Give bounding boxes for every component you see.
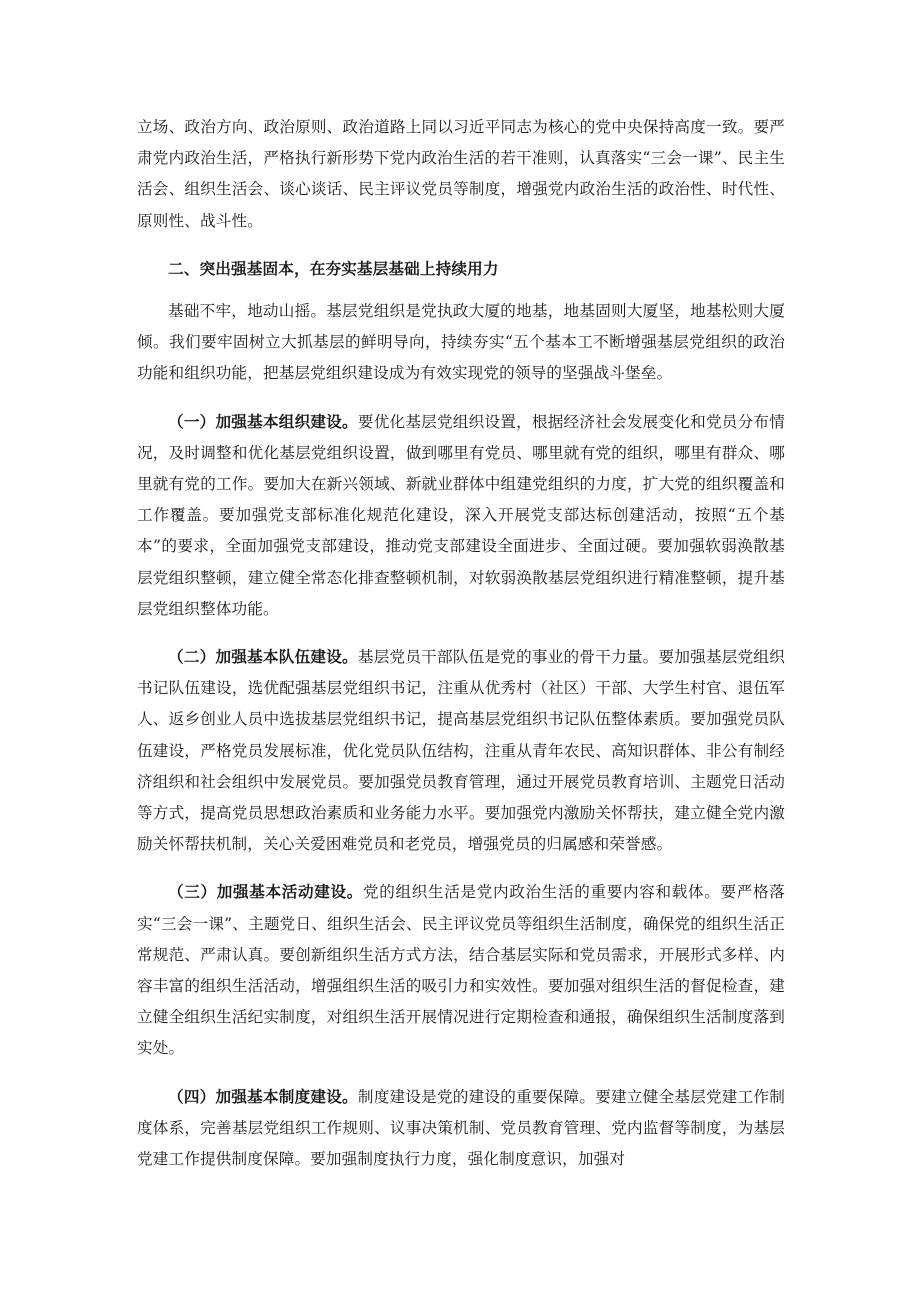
paragraph-continued: 立场、政治方向、政治原则、政治道路上同以习近平同志为核心的党中央保持高度一致。要严肃党内政治生活，严格执行新形势下党内政治生活的若干准则，认真落实“三会一课”、民主生活会、组织生活会、谈心谈话、民主评议党员等制度，增强党内政治生活的政治性、时代性、原则性、战斗性。 <box>137 118 785 230</box>
body-activity-building: 党的组织生活是党内政治生活的重要内容和载体。要严格落实“三会一课”、主题党日、组织生活会、民主评议党员等组织生活制度，确保党的组织生活正常规范、严肃认真。要创新组织生活方式方法，结合基层实际和党员需求，开展形式多样、内容丰富的组织生活活动，增强组织生活的吸引力和实效性。要加强对组织生活的督促检查，建立健全组织生活纪实制度，对组织生活开展情况进行定期检查和通报，确保组织生活制度落到实处。 <box>137 883 785 1058</box>
body-team-building: 基层党员干部队伍是党的事业的骨干力量。要加强基层党组织书记队伍建设，选优配强基层党组织书记，注重从优秀村（社区）干部、大学生村官、退伍军人、返乡创业人员中选拔基层党组织书记，提高基层党组织书记队伍整体素质。要加强党员队伍建设，严格党员发展标准，优化党员队伍结构，注重从青年农民、高知识群体、非公有制经济组织和社会组织中发展党员。要加强党员教育管理，通过开展党员教育培训、主题党日活动等方式，提高党员思想政治素质和业务能力水平。要加强党内激励关怀帮扶，建立健全党内激励关怀帮扶机制，关心关爱困难党员和老党员，增强党员的归属感和荣誉感。 <box>137 648 785 854</box>
paragraph-organization-building <box>137 406 785 625</box>
subheading-team-building: （二）加强基本队伍建设。 <box>168 647 358 667</box>
paragraph-system-building <box>137 1081 785 1176</box>
subheading-activity-building: （三）加强基本活动建设。 <box>168 882 363 902</box>
paragraph-foundation-intro: 基础不牢，地动山摇。基层党组织是党执政大厦的地基，地基固则大厦坚，地基松则大厦倾。我们要牢固树立大抓基层的鲜明导向，持续夯实“五个基本工不断增强基层党组织的政治功能和组织功能，把基层党组织建设成为有效实现党的领导的坚强战斗堡垒。 <box>137 302 785 383</box>
body-system-building: 制度建设是党的建设的重要保障。要建立健全基层党建工作制度体系，完善基层党组织工作规则、议事决策机制、党员教育管理、党内监督等制度，为基层党建工作提供制度保障。要加强制度执行力度，强化制度意识，加强对 <box>137 1087 785 1169</box>
section-heading-2: 二、突出强基固本，在夯实基层基础上持续用力 <box>168 258 499 278</box>
document-page <box>137 112 785 1175</box>
paragraph-activity-building <box>137 876 785 1064</box>
body-organization-building: 要优化基层党组织设置，根据经济社会发展变化和党员分布情况，及时调整和优化基层党组织设置，做到哪里有党员、哪里就有党的组织，哪里有群众、哪里就有党的工作。要加大在新兴领域、新就业群体中组建党组织的力度，扩大党的组织覆盖和工作覆盖。要加强党支部标准化规范化建设，深入开展党支部达标创建活动，按照“五个基本”的要求，全面加强党支部建设，推动党支部建设全面进步、全面过硬。要加强软弱涣散基层党组织整顿，建立健全常态化排查整顿机制，对软弱涣散基层党组织进行精准整顿，提升基层党组织整体功能。 <box>137 412 785 618</box>
paragraph-team-building <box>137 641 785 860</box>
subheading-organization-building: （一）加强基本组织建设。 <box>168 411 358 431</box>
subheading-system-building: （四）加强基本制度建设。 <box>168 1086 358 1106</box>
